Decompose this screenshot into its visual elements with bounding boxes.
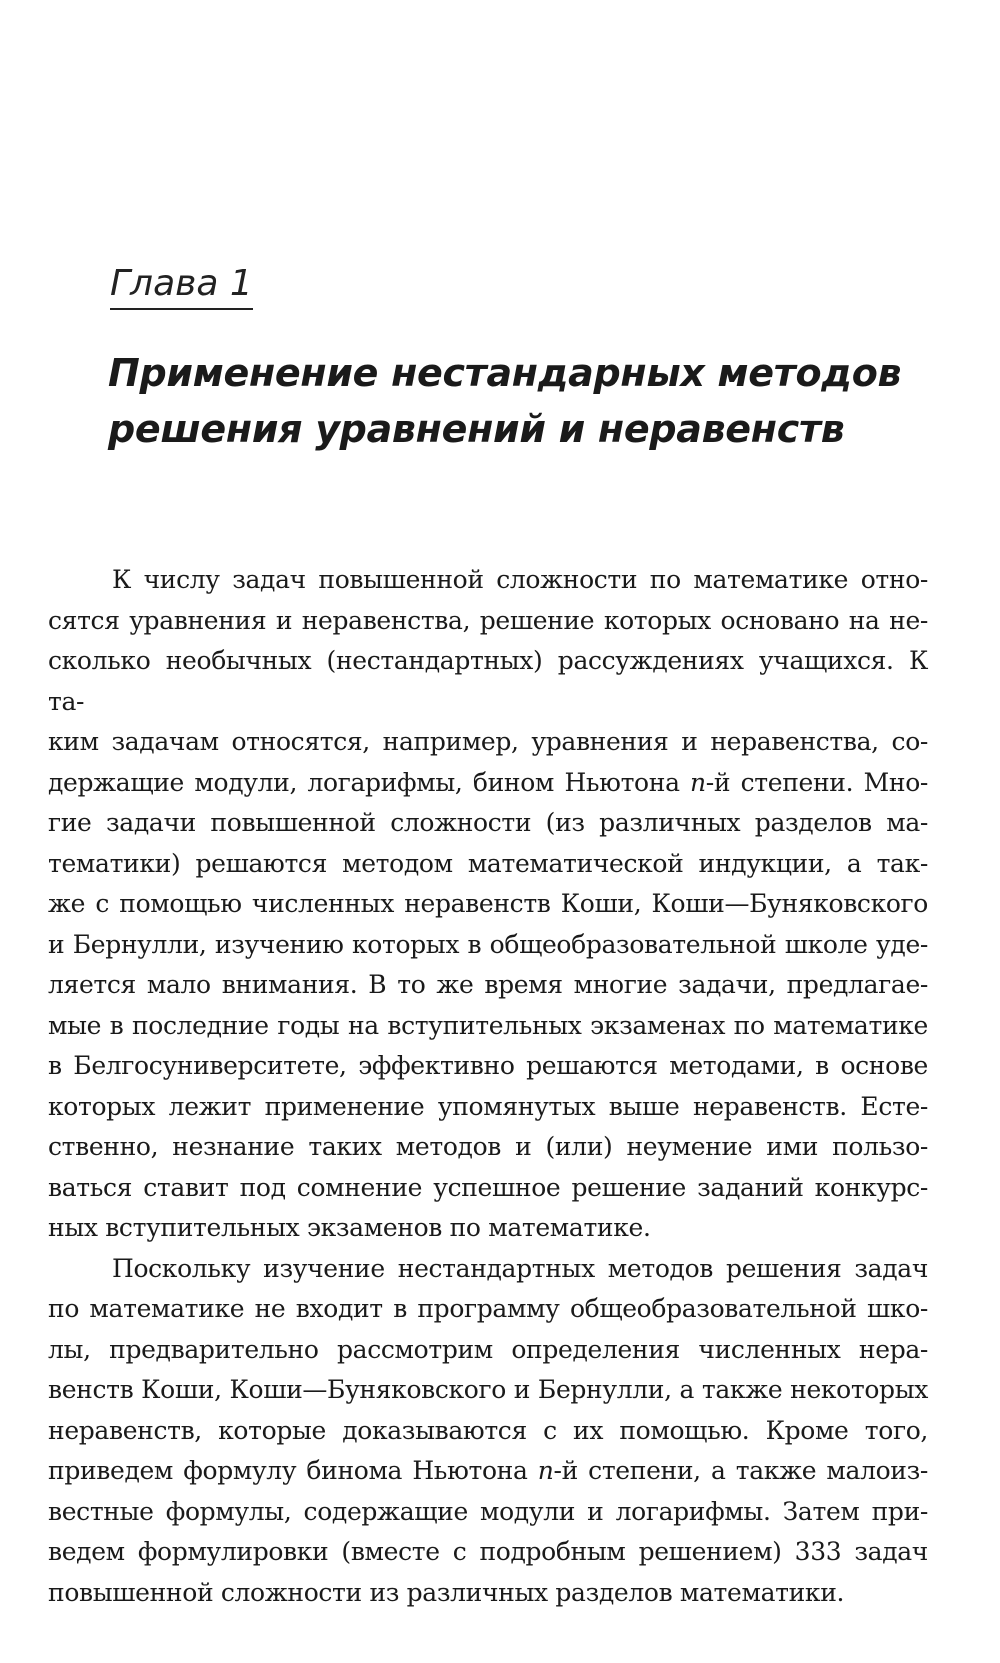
text-line: сятся уравнения и неравенства, решение которых основано на не- [48,605,928,635]
text-line: держащие модули, логарифмы, бином Ньютона 𝑛-й степени. Мно- [48,767,928,797]
text-line: повышенной сложности из различных разделов математики. [48,1577,845,1607]
text-line: ваться ставит под сомнение успешное решение заданий конкурс- [48,1172,928,1202]
text-line: гие задачи повышенной сложности (из различных разделов ма- [48,808,928,837]
text-line: тематики) решаются методом математической индукции, а так- [48,848,928,878]
text-line: ведем формулировки (вместе с подробным решением) 333 задач [48,1537,928,1566]
text-line: в Белгосуниверситете, эффективно решаются методами, в основе [48,1051,928,1080]
text-line: ляется мало внимания. В то же время многие задачи, предлагае- [48,970,928,999]
text-line: мые в последние годы на вступительных экзаменах по математике [48,1010,928,1040]
text-line: неравенств, которые доказываются с их помощью. Кроме того, [48,1415,928,1445]
text-line: вестные формулы, содержащие модули и логарифмы. Затем при- [48,1496,928,1526]
text-line: же с помощью численных неравенств Коши, Коши—Буняковского [48,889,928,918]
paragraph-1 [48,560,928,1249]
text-line: ственно, незнание таких методов и (или) неумение ими пользо- [48,1132,928,1161]
chapter-title-line-1: Применение нестандарных методов [108,351,902,395]
text-line: ных вступительных экзаменов по математике. [48,1213,651,1242]
paragraph-2 [48,1249,928,1614]
chapter-label: Глава 1 [110,262,253,310]
text-line: ким задачам относятся, например, уравнения и неравенства, со- [48,727,928,756]
text-line: по математике не входит в программу общеобразовательной шко- [48,1294,928,1323]
body-text [48,560,928,1613]
text-line: которых лежит применение упомянутых выше неравенств. Есте- [48,1091,928,1121]
text-line: венств Коши, Коши—Буняковского и Бернулли, а также некоторых [48,1375,928,1404]
text-line: лы, предварительно рассмотрим определения численных нера- [48,1334,928,1364]
text-line: сколько необычных (нестандартных) рассуждениях учащихся. К та- [48,646,928,716]
chapter-title [108,345,928,457]
text-line: и Бернулли, изучению которых в общеобразовательной школе уде- [48,929,928,959]
text-line: приведем формулу бинома Ньютона 𝑛-й степени, а также малоиз- [48,1456,928,1485]
text-line: Поскольку изучение нестандартных методов решения задач [112,1253,928,1283]
chapter-title-line-2: решения уравнений и неравенств [108,407,845,451]
text-line: К числу задач повышенной сложности по математике отно- [112,565,928,594]
